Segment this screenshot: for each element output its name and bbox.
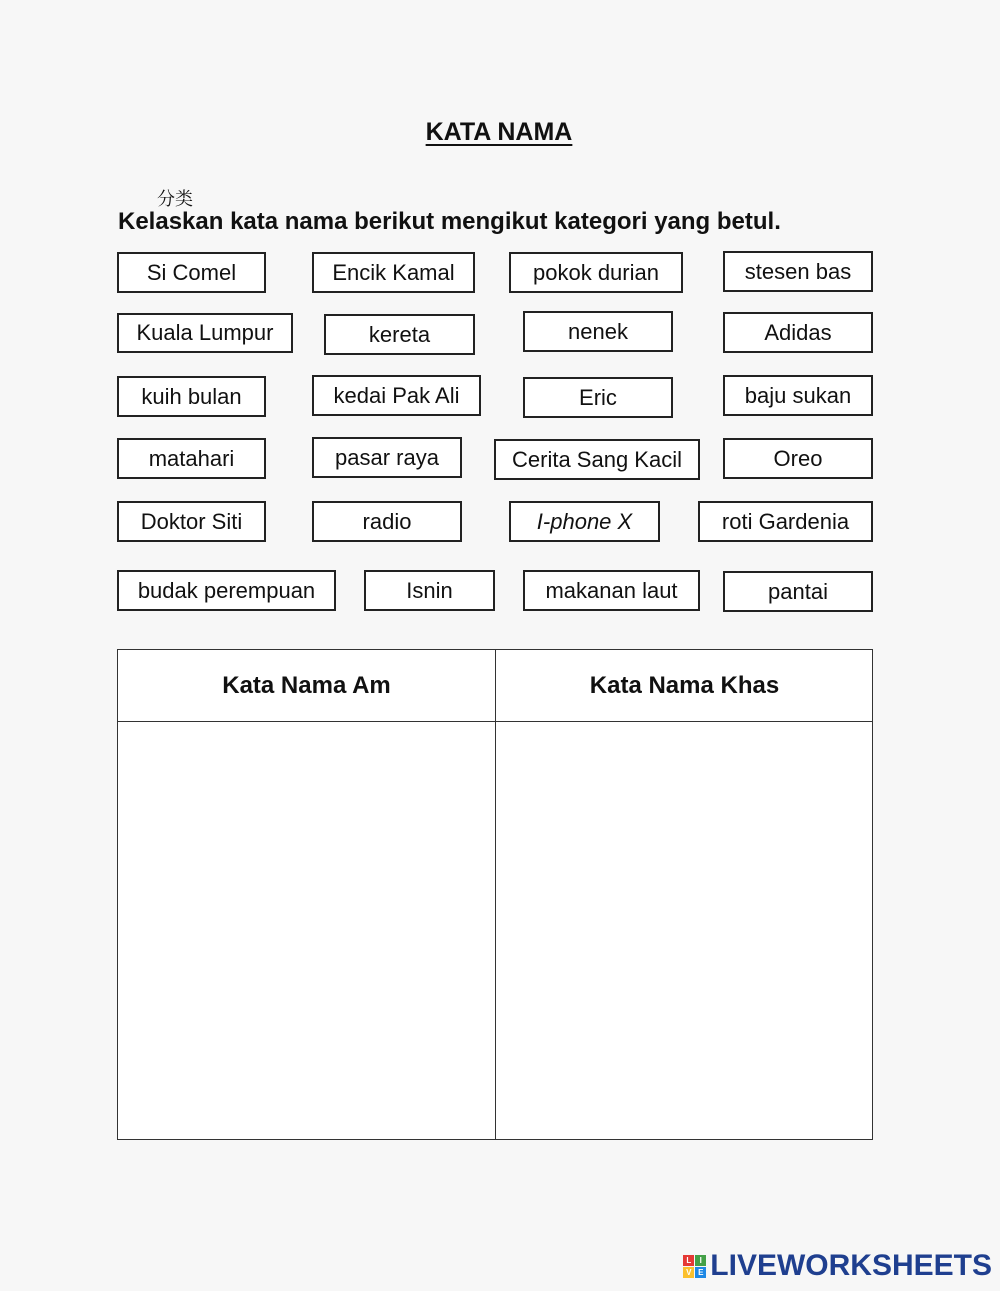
word-card[interactable]: kuih bulan bbox=[117, 376, 266, 417]
drop-zone-kata-nama-am[interactable] bbox=[118, 723, 494, 1139]
word-card[interactable]: Si Comel bbox=[117, 252, 266, 293]
word-card[interactable]: pasar raya bbox=[312, 437, 462, 478]
column-header-kata-nama-am: Kata Nama Am bbox=[222, 671, 391, 699]
word-card[interactable]: radio bbox=[312, 501, 462, 542]
word-card[interactable]: Adidas bbox=[723, 312, 873, 353]
word-card[interactable]: kereta bbox=[324, 314, 475, 355]
column-header-kata-nama-khas: Kata Nama Khas bbox=[589, 671, 780, 699]
word-card[interactable]: roti Gardenia bbox=[698, 501, 873, 542]
worksheet-title: KATA NAMA bbox=[425, 118, 573, 146]
liveworksheets-logo-icon bbox=[683, 1255, 706, 1278]
word-card[interactable]: Doktor Siti bbox=[117, 501, 266, 542]
translation-hint: 分类 bbox=[157, 189, 193, 210]
word-card[interactable]: baju sukan bbox=[723, 375, 873, 416]
drop-zone-kata-nama-khas[interactable] bbox=[497, 723, 873, 1139]
instruction-text: Kelaskan kata nama berikut mengikut kategori yang betul. bbox=[118, 208, 781, 235]
word-card[interactable]: Eric bbox=[523, 377, 673, 418]
column-divider bbox=[495, 650, 496, 1139]
word-card[interactable]: nenek bbox=[523, 311, 673, 352]
brand-name: LIVEWORKSHEETS bbox=[710, 1249, 992, 1282]
logo-tile: E bbox=[695, 1267, 706, 1278]
word-card[interactable]: stesen bas bbox=[723, 251, 873, 292]
word-card[interactable]: I-phone X bbox=[509, 501, 660, 542]
classification-table bbox=[117, 649, 873, 1140]
word-card[interactable]: pantai bbox=[723, 571, 873, 612]
word-card[interactable]: Kuala Lumpur bbox=[117, 313, 293, 353]
word-card[interactable]: kedai Pak Ali bbox=[312, 375, 481, 416]
word-card[interactable]: matahari bbox=[117, 438, 266, 479]
word-card[interactable]: pokok durian bbox=[509, 252, 683, 293]
word-card[interactable]: budak perempuan bbox=[117, 570, 336, 611]
liveworksheets-brand bbox=[683, 1249, 992, 1283]
word-card[interactable]: Oreo bbox=[723, 438, 873, 479]
word-card[interactable]: Isnin bbox=[364, 570, 495, 611]
word-card[interactable]: Encik Kamal bbox=[312, 252, 475, 293]
logo-tile: V bbox=[683, 1267, 694, 1278]
word-card[interactable]: Cerita Sang Kacil bbox=[494, 439, 700, 480]
logo-tile: L bbox=[683, 1255, 694, 1266]
logo-tile: I bbox=[695, 1255, 706, 1266]
word-card[interactable]: makanan laut bbox=[523, 570, 700, 611]
